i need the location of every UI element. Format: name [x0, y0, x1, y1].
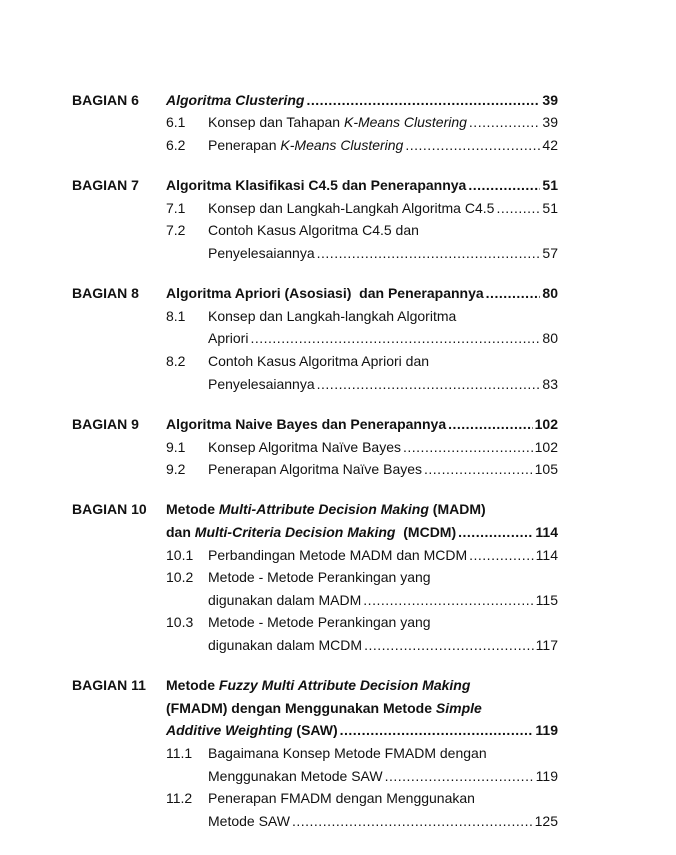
dot-leader: [292, 811, 533, 831]
part-title-line[interactable]: [166, 698, 558, 718]
section-entry[interactable]: [208, 243, 558, 263]
dot-leader: [385, 766, 534, 786]
part-label: BAGIAN 7: [72, 177, 139, 193]
part-label: BAGIAN 10: [72, 501, 147, 517]
page-number: 39: [542, 92, 558, 108]
part-title-line[interactable]: [166, 499, 558, 519]
page-number: 80: [542, 330, 558, 346]
page-number: 115: [535, 592, 558, 608]
section-entry[interactable]: [208, 198, 558, 218]
part-title-entry[interactable]: [166, 720, 558, 740]
section-title: digunakan dalam MADM: [208, 592, 362, 608]
page-number: 51: [542, 177, 558, 193]
section-entry[interactable]: [208, 545, 558, 565]
part-title: (FMADM) dengan Menggunakan Metode Simple: [166, 700, 482, 716]
part-title-entry[interactable]: [166, 90, 558, 110]
section-title-line[interactable]: Contoh Kasus Algoritma Apriori dan: [208, 353, 430, 369]
section-number: 6.2: [166, 137, 186, 153]
section-title: Perbandingan Metode MADM dan MCDM: [208, 547, 468, 563]
section-title: Metode SAW: [208, 813, 290, 829]
section-title-line[interactable]: Penerapan FMADM dengan Menggunakan: [208, 790, 475, 806]
section-number: 11.2: [166, 790, 193, 806]
section-entry[interactable]: [208, 590, 558, 610]
part-title: Algoritma Naive Bayes dan Penerapannya: [166, 416, 447, 432]
section-title: Apriori: [208, 330, 249, 346]
page-number: 42: [542, 137, 558, 153]
section-title-line[interactable]: Contoh Kasus Algoritma C4.5 dan: [208, 222, 419, 238]
part-label: BAGIAN 8: [72, 285, 139, 301]
part-title: Additive Weighting (SAW): [166, 722, 338, 738]
section-title-line[interactable]: Metode - Metode Perankingan yang: [208, 614, 431, 630]
dot-leader: [306, 90, 540, 110]
page-number: 105: [534, 461, 558, 477]
page-number: 102: [534, 416, 558, 432]
section-entry[interactable]: [208, 135, 558, 155]
section-entry[interactable]: [208, 374, 558, 394]
section-entry[interactable]: [208, 811, 558, 831]
dot-leader: [403, 437, 533, 457]
section-number: 9.2: [166, 461, 186, 477]
section-title-line[interactable]: Metode - Metode Perankingan yang: [208, 569, 431, 585]
part-title-entry[interactable]: [166, 522, 558, 542]
section-entry[interactable]: [208, 766, 558, 786]
part-title-entry[interactable]: [166, 283, 558, 303]
section-title: Konsep Algoritma Naïve Bayes: [208, 439, 401, 455]
part-title: Algoritma Klasifikasi C4.5 dan Penerapannya: [166, 177, 467, 193]
section-title: Konsep dan Langkah-Langkah Algoritma C4.5: [208, 200, 495, 216]
page-number: 57: [542, 245, 558, 261]
dot-leader: [468, 175, 540, 195]
page-number: 102: [534, 439, 558, 455]
section-number: 10.3: [166, 614, 194, 630]
section-number: 10.1: [166, 547, 194, 563]
section-title: Konsep dan Tahapan K-Means Clustering: [208, 114, 467, 130]
dot-leader: [448, 414, 533, 434]
section-entry[interactable]: [208, 328, 558, 348]
section-number: 11.1: [166, 745, 193, 761]
part-label: BAGIAN 6: [72, 92, 139, 108]
section-title-line[interactable]: Bagaimana Konsep Metode FMADM dengan: [208, 745, 487, 761]
part-title: dan Multi-Criteria Decision Making (MCDM): [166, 524, 457, 540]
page-number: 83: [542, 376, 558, 392]
section-number: 7.1: [166, 200, 186, 216]
section-number: 9.1: [166, 439, 186, 455]
section-title-line[interactable]: Konsep dan Langkah-langkah Algoritma: [208, 308, 457, 324]
dot-leader: [424, 459, 533, 479]
dot-leader: [317, 243, 541, 263]
part-title: Algoritma Clustering: [166, 92, 305, 108]
section-title: Penyelesaiannya: [208, 376, 315, 392]
part-title-entry[interactable]: [166, 414, 558, 434]
dot-leader: [496, 198, 540, 218]
part-label: BAGIAN 9: [72, 416, 139, 432]
page-number: 39: [542, 114, 558, 130]
section-entry[interactable]: [208, 459, 558, 479]
section-title: digunakan dalam MCDM: [208, 637, 363, 653]
part-title: Metode Multi-Attribute Decision Making (MADM): [166, 501, 486, 517]
dot-leader: [405, 135, 540, 155]
section-title: Penyelesaiannya: [208, 245, 315, 261]
part-title: Metode Fuzzy Multi Attribute Decision Making: [166, 677, 471, 693]
section-number: 8.1: [166, 308, 186, 324]
page-number: 51: [542, 200, 558, 216]
page-number: 114: [535, 547, 558, 563]
part-label: BAGIAN 11: [72, 677, 146, 693]
dot-leader: [340, 720, 534, 740]
dot-leader: [364, 635, 534, 655]
page-number: 114: [535, 524, 558, 540]
dot-leader: [458, 522, 533, 542]
page-number: 125: [534, 813, 558, 829]
page-number: 117: [535, 637, 558, 653]
part-title: Algoritma Apriori (Asosiasi) dan Penerapannya: [166, 285, 484, 301]
section-title: Menggunakan Metode SAW: [208, 768, 383, 784]
section-number: 8.2: [166, 353, 186, 369]
part-title-entry[interactable]: [166, 175, 558, 195]
section-entry[interactable]: [208, 112, 558, 132]
section-entry[interactable]: [208, 635, 558, 655]
dot-leader: [469, 112, 541, 132]
section-number: 7.2: [166, 222, 186, 238]
section-title: Penerapan Algoritma Naïve Bayes: [208, 461, 423, 477]
section-number: 10.2: [166, 569, 194, 585]
section-entry[interactable]: [208, 437, 558, 457]
dot-leader: [469, 545, 534, 565]
page-number: 119: [535, 722, 558, 738]
page-number: 80: [542, 285, 558, 301]
dot-leader: [486, 283, 541, 303]
dot-leader: [363, 590, 533, 610]
dot-leader: [317, 374, 541, 394]
section-title: Penerapan K-Means Clustering: [208, 137, 404, 153]
dot-leader: [250, 328, 540, 348]
section-number: 6.1: [166, 114, 186, 130]
part-title-line[interactable]: [166, 675, 558, 695]
page-number: 119: [535, 768, 558, 784]
